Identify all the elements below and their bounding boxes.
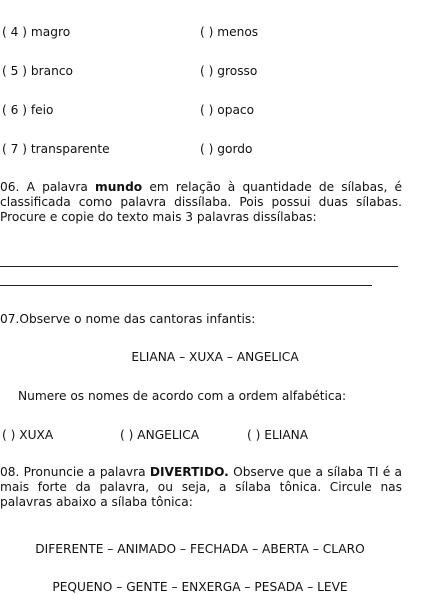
q08-text-1: 08. Pronuncie a palavra	[0, 465, 150, 479]
match-right-3[interactable]: ( ) opaco	[200, 103, 255, 117]
match-left-2: ( 5 ) branco	[2, 64, 73, 78]
q07-title: 07.Observe o nome das cantoras infantis:	[0, 312, 256, 326]
answer-line-2[interactable]	[0, 285, 372, 286]
q07-option-eliana[interactable]: ( ) ELIANA	[247, 428, 309, 442]
match-left-3: ( 6 ) feio	[2, 103, 54, 117]
q08-word: DIVERTIDO.	[149, 465, 229, 479]
q08-text-2: Observe que a sílaba TI é a mais forte da palavra, ou seja, a sílaba tônica. Circule nas palavras abaixo a sílaba tônica:	[0, 465, 402, 509]
question-06	[0, 180, 402, 225]
match-right-2[interactable]: ( ) grosso	[200, 64, 258, 78]
match-left-1: ( 4 ) magro	[2, 25, 71, 39]
q07-instruction: Numere os nomes de acordo com a ordem alfabética:	[18, 389, 347, 403]
q06-number: 06.	[0, 180, 20, 194]
answer-line-1[interactable]	[0, 266, 398, 267]
match-right-1[interactable]: ( ) menos	[200, 25, 259, 39]
q07-option-angelica[interactable]: ( ) ANGELICA	[120, 428, 200, 442]
question-08	[0, 465, 402, 510]
q07-option-xuxa[interactable]: ( ) XUXA	[2, 428, 54, 442]
q06-text-2: em relação à quantidade de sílabas, é classificada como palavra dissílaba. Pois possui duas sílabas. Procure e copie do texto mais 3 palavras dissílabas:	[0, 180, 402, 224]
q06-text-1: A palavra	[19, 180, 96, 194]
q07-names: ELIANA – XUXA – ANGELICA	[131, 350, 299, 364]
match-right-4[interactable]: ( ) gordo	[200, 142, 253, 156]
q06-word: mundo	[95, 180, 143, 194]
q08-words-line-1[interactable]: DIFERENTE – ANIMADO – FECHADA – ABERTA – CLARO	[35, 542, 365, 556]
q08-words-line-2[interactable]: PEQUENO – GENTE – ENXERGA – PESADA – LEVE	[52, 580, 348, 594]
match-left-4: ( 7 ) transparente	[2, 142, 110, 156]
